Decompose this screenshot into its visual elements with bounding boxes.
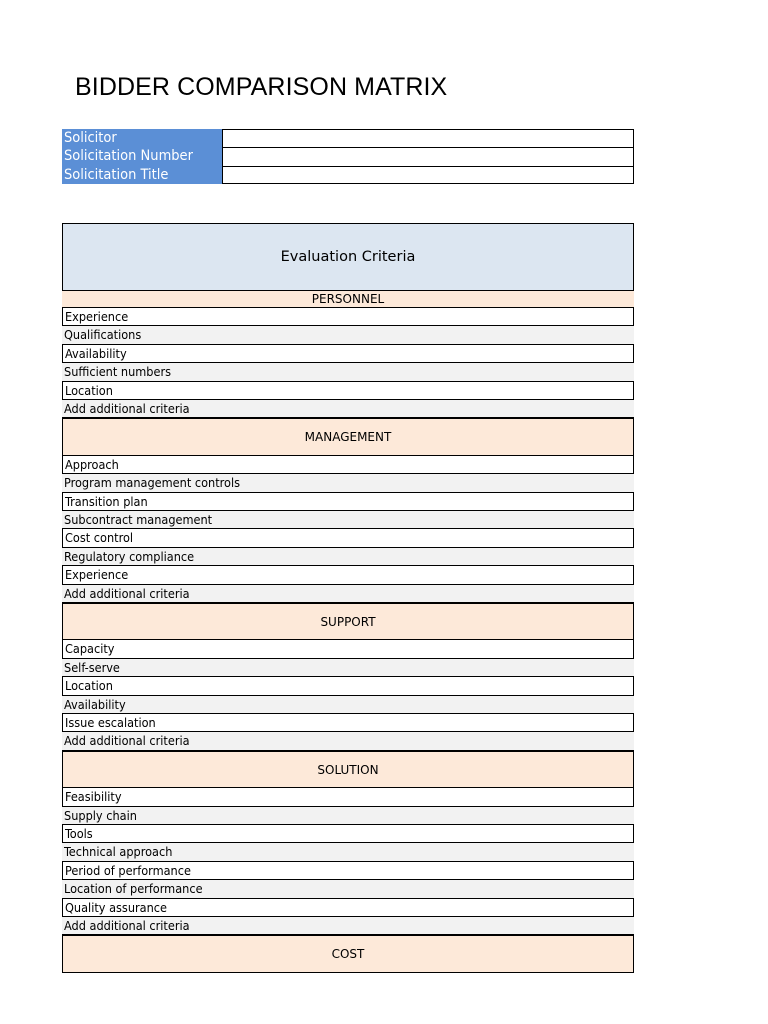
criteria-row[interactable]: Add additional criteria bbox=[62, 917, 634, 935]
info-value-cell[interactable] bbox=[222, 147, 634, 165]
criteria-row[interactable]: Approach bbox=[62, 456, 634, 474]
criteria-row[interactable]: Tools bbox=[62, 825, 634, 843]
evaluation-matrix bbox=[62, 223, 634, 962]
criteria-row[interactable]: Regulatory compliance bbox=[62, 548, 634, 566]
section-header-personnel: PERSONNEL bbox=[62, 291, 634, 308]
criteria-row[interactable]: Cost control bbox=[62, 529, 634, 547]
section-header-support: SUPPORT bbox=[62, 603, 634, 641]
criteria-row[interactable]: Qualifications bbox=[62, 326, 634, 344]
criteria-row[interactable]: Subcontract management bbox=[62, 511, 634, 529]
criteria-row[interactable]: Availability bbox=[62, 345, 634, 363]
info-label: Solicitor bbox=[62, 129, 222, 147]
criteria-row[interactable]: Add additional criteria bbox=[62, 400, 634, 418]
criteria-sections bbox=[62, 291, 634, 973]
criteria-row[interactable]: Location of performance bbox=[62, 880, 634, 898]
evaluation-criteria-header: Evaluation Criteria bbox=[62, 223, 634, 291]
section-header-cost: COST bbox=[62, 935, 634, 973]
criteria-row[interactable]: Experience bbox=[62, 566, 634, 584]
section-header-solution: SOLUTION bbox=[62, 751, 634, 789]
info-label: Solicitation Title bbox=[62, 166, 222, 184]
criteria-row[interactable]: Issue escalation bbox=[62, 714, 634, 732]
criteria-row[interactable]: Supply chain bbox=[62, 807, 634, 825]
criteria-row[interactable]: Location bbox=[62, 382, 634, 400]
info-row bbox=[62, 166, 634, 184]
criteria-row[interactable]: Sufficient numbers bbox=[62, 363, 634, 381]
criteria-row[interactable]: Technical approach bbox=[62, 843, 634, 861]
info-row bbox=[62, 147, 634, 165]
criteria-row[interactable]: Transition plan bbox=[62, 493, 634, 511]
criteria-row[interactable]: Location bbox=[62, 677, 634, 695]
criteria-row[interactable]: Add additional criteria bbox=[62, 732, 634, 750]
solicitation-info-table bbox=[62, 129, 634, 184]
page-title: BIDDER COMPARISON MATRIX bbox=[75, 73, 448, 101]
info-row bbox=[62, 129, 634, 147]
criteria-row[interactable]: Period of performance bbox=[62, 862, 634, 880]
criteria-row[interactable]: Experience bbox=[62, 308, 634, 326]
criteria-row[interactable]: Feasibility bbox=[62, 788, 634, 806]
criteria-row[interactable]: Add additional criteria bbox=[62, 585, 634, 603]
criteria-row[interactable]: Quality assurance bbox=[62, 899, 634, 917]
criteria-row[interactable]: Availability bbox=[62, 696, 634, 714]
section-header-management: MANAGEMENT bbox=[62, 418, 634, 456]
criteria-row[interactable]: Capacity bbox=[62, 640, 634, 658]
info-value-cell[interactable] bbox=[222, 129, 634, 147]
criteria-row[interactable]: Program management controls bbox=[62, 474, 634, 492]
criteria-row[interactable]: Self-serve bbox=[62, 659, 634, 677]
info-value-cell[interactable] bbox=[222, 166, 634, 184]
info-label: Solicitation Number bbox=[62, 147, 222, 165]
